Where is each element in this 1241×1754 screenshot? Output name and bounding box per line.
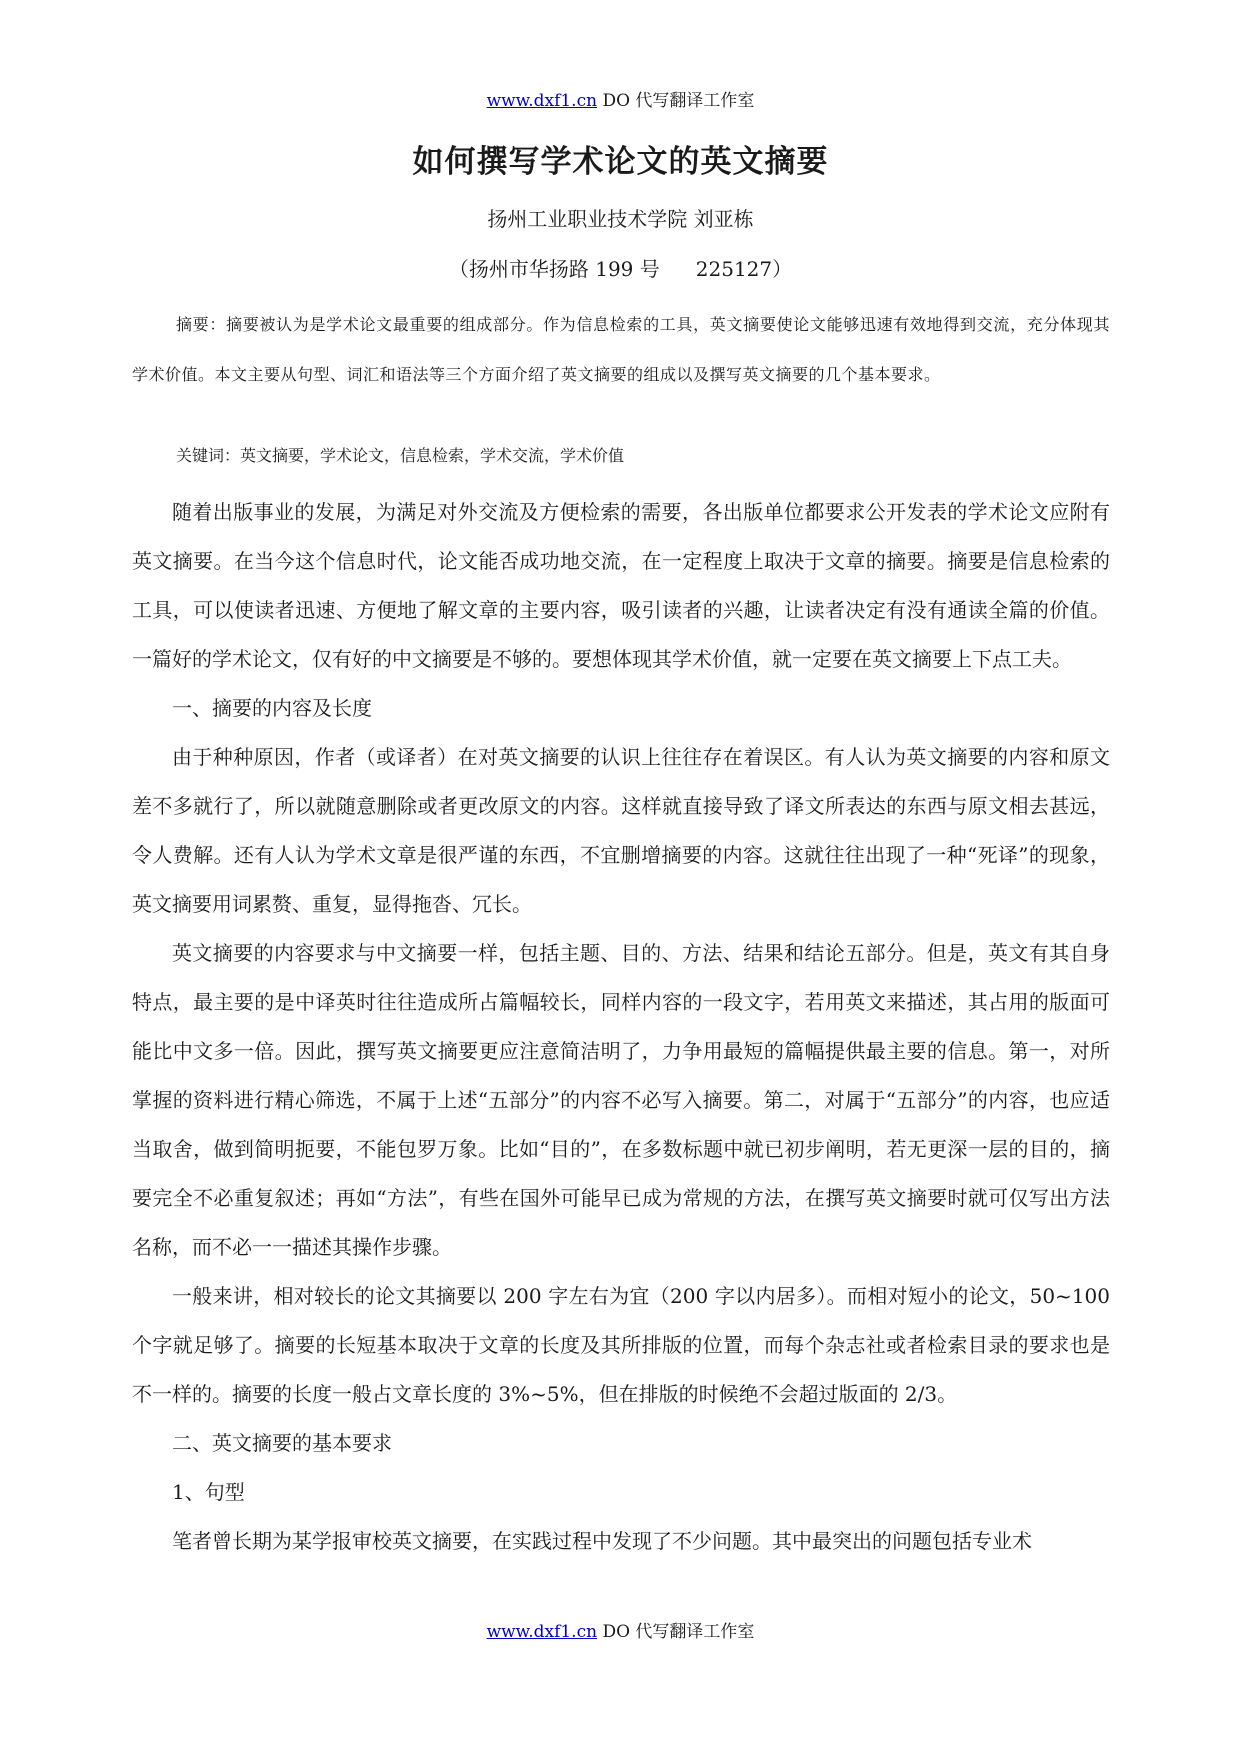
- header-text: DO 代写翻译工作室: [597, 91, 755, 111]
- subsection-heading-1: 1、句型: [172, 1480, 245, 1504]
- header-link[interactable]: www.dxf1.cn: [486, 91, 598, 111]
- section-heading-1: 一、摘要的内容及长度: [172, 696, 372, 720]
- address-line: [0, 254, 1241, 284]
- paragraph: 由于种种原因，作者（或译者）在对英文摘要的认识上往往存在着误区。有人认为英文摘要的内容和原文差不多就行了，所以就随意删除或者更改原文的内容。这样就直接导致了译文所表达的东西与原文相去甚远，令人费解。还有人认为学术文章是很严谨的东西，不宜删增摘要的内容。这就往往出现了一种“死译”的现象，英文摘要用词累赘、重复，显得拖沓、冗长。: [132, 745, 1110, 916]
- document-title: 如何撰写学术论文的英文摘要: [412, 144, 829, 180]
- footer-link[interactable]: www.dxf1.cn: [486, 1622, 598, 1642]
- page-header: [0, 89, 1241, 113]
- author-line: 扬州工业职业技术学院 刘亚栋: [487, 207, 754, 231]
- address-postcode: 225127）: [695, 257, 793, 281]
- keywords-line: 关键词：英文摘要，学术论文，信息检索，学术交流，学术价值: [176, 446, 625, 465]
- section-heading-2: 二、英文摘要的基本要求: [172, 1431, 392, 1455]
- paragraph-intro: 随着出版事业的发展，为满足对外交流及方便检索的需要，各出版单位都要求公开发表的学术论文应附有英文摘要。在当今这个信息时代，论文能否成功地交流，在一定程度上取决于文章的摘要。摘要是信息检索的工具，可以使读者迅速、方便地了解文章的主要内容，吸引读者的兴趣，让读者决定有没有通读全篇的价值。一篇好的学术论文，仅有好的中文摘要是不够的。要想体现其学术价值，就一定要在英文摘要上下点工夫。: [132, 500, 1110, 671]
- body-text: [132, 488, 1110, 1566]
- abstract-paragraph: 摘要：摘要被认为是学术论文最重要的组成部分。作为信息检索的工具，英文摘要使论文能够迅速有效地得到交流，充分体现其学术价值。本文主要从句型、词汇和语法等三个方面介绍了英文摘要的组成以及撰写英文摘要的几个基本要求。: [132, 315, 1110, 384]
- paragraph: 英文摘要的内容要求与中文摘要一样，包括主题、目的、方法、结果和结论五部分。但是，英文有其自身特点，最主要的是中译英时往往造成所占篇幅较长，同样内容的一段文字，若用英文来描述，其占用的版面可能比中文多一倍。因此，撰写英文摘要更应注意简洁明了，力争用最短的篇幅提供最主要的信息。第一，对所掌握的资料进行精心筛选，不属于上述“五部分”的内容不必写入摘要。第二，对属于“五部分”的内容，也应适当取舍，做到简明扼要，不能包罗万象。比如“目的”，在多数标题中就已初步阐明，若无更深一层的目的，摘要完全不必重复叙述；再如“方法”，有些在国外可能早已成为常规的方法，在撰写英文摘要时就可仅写出方法名称，而不必一一描述其操作步骤。: [132, 941, 1110, 1259]
- paragraph: 一般来讲，相对较长的论文其摘要以 200 字左右为宜（200 字以内居多）。而相对短小的论文，50~100 个字就足够了。摘要的长短基本取决于文章的长度及其所排版的位置，而每个杂志社或者检索目录的要求也是不一样的。摘要的长度一般占文章长度的 3%~5%，但在排版的时候绝不会超过版面的 2/3。: [132, 1284, 1110, 1406]
- paragraph: 笔者曾长期为某学报审校英文摘要，在实践过程中发现了不少问题。其中最突出的问题包括专业术: [172, 1529, 1032, 1553]
- footer-text: DO 代写翻译工作室: [597, 1622, 755, 1642]
- page-footer: [0, 1620, 1241, 1644]
- address-street: （扬州市华扬路 199 号: [448, 257, 660, 281]
